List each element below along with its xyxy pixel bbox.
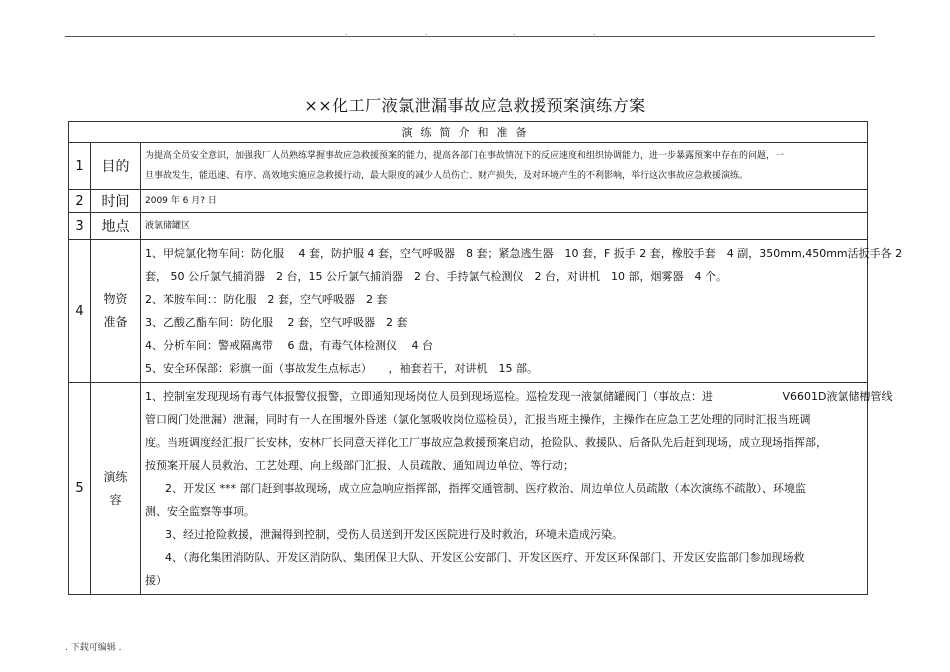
row-label-line: 容 [109, 492, 122, 507]
content-line: 2、开发区 *** 部门赶到事故现场，成立应急响应指挥部，指挥交通管制、医疗救治、周边单位人员疏散（本次演练不疏散）、环境监 [165, 482, 806, 495]
row-content [141, 190, 868, 213]
drill-plan-table [68, 121, 903, 595]
header-rule [65, 36, 875, 37]
content-line: 1、甲烷氯化物车间：防化服 4 套，防护服 4 套，空气呼吸器 8 套；紧急逃生器 10 套，F 扳手 2 套，橡胶手套 4 副，350mm,450mm活扳手各 2 [145, 247, 903, 260]
document-title: ××化工厂液氯泄漏事故应急救援预案演练方案 [304, 96, 646, 115]
table-row [69, 190, 868, 213]
content-line: 5、安全环保部：彩旗一面（事故发生点标志） ，袖套若干，对讲机 15 部。 [145, 362, 538, 375]
header-mark: . [593, 28, 596, 37]
row-number: 2 [69, 190, 91, 213]
table-row [69, 383, 868, 595]
content-line: 液氯储罐区 [145, 221, 191, 231]
header-mark: . [345, 28, 348, 37]
header-mark: . [425, 28, 428, 37]
content-line: 套， 50 公斤氯气捕消器 2 台，15 公斤氯气捕消器 2 台、手持氯气检测仪 2 台，对讲机 10 部，烟雾器 4 个。 [145, 270, 727, 283]
row-number: 5 [69, 383, 91, 595]
row-label-line: 物资 [103, 292, 128, 306]
row-label: 目的 [91, 143, 141, 190]
row-label-line: 准备 [103, 315, 128, 329]
header-mark: . [513, 28, 516, 37]
content-line: 2、苯胺车间：：防化服 2 套，空气呼吸器 2 套 [145, 293, 388, 306]
content-line: 管口阀门处泄漏）泄漏，同时有一人在围堰外昏迷（氯化氢吸收岗位巡检员），汇报当班主操作，主操作在应急工艺处理的同时汇报当班调 [145, 413, 811, 426]
content-line: 按预案开展人员救治、工艺处理、向上级部门汇报、人员疏散、通知周边单位、等行动； [145, 459, 574, 472]
content-line: 测、安全监察等事项。 [145, 505, 255, 518]
content-line: 4、分析车间：警戒隔离带 6 盘，有毒气体检测仪 4 台 [145, 339, 433, 352]
table-row [69, 143, 868, 190]
table-row [69, 240, 868, 383]
row-label-line: 演练 [103, 469, 128, 484]
row-label [91, 240, 141, 383]
content-line: 旦事故发生，能迅速、有序、高效地实施应急救援行动，最大限度的减少人员伤亡、财产损失，及对环境产生的不利影响，举行这次事故应急救援演练。 [145, 171, 749, 181]
content-line: 1、控制室发现现场有毒气体报警仪报警，立即通知现场岗位人员到现场巡检。巡检发现一液氯储罐阀门（事故点：进 V6601D液氯储槽管线 [145, 390, 893, 403]
row-number: 1 [69, 143, 91, 190]
content-line: 4、（海化集团消防队、开发区消防队、集团保卫大队、开发区公安部门、开发区医疗、开发区环保部门、开发区安监部门参加现场救 [165, 551, 805, 564]
footer-note: . 下载可编辑 . [65, 643, 122, 653]
table-header: 演练简介和准备 [69, 122, 868, 143]
table-row [69, 213, 868, 240]
row-content [141, 383, 893, 595]
row-number: 4 [69, 240, 91, 383]
content-line: 度。当班调度经汇报厂长安林，安林厂长同意天祥化工厂事故应急救援预案启动，抢险队、救援队、后备队先后赶到现场，成立现场指挥部， [145, 436, 827, 449]
row-label: 时间 [91, 190, 141, 213]
row-content [141, 240, 903, 383]
row-content [141, 143, 868, 190]
row-label [91, 383, 141, 595]
content-line: 2009 年 6 月? 日 [145, 196, 217, 206]
row-number: 3 [69, 213, 91, 240]
content-line: 为提高全员安全意识，加强我厂人员熟练掌握事故应急救援预案的能力，提高各部门在事故情况下的反应速度和组织协调能力，进一步暴露预案中存在的问题，一 [145, 151, 785, 161]
content-line: 援） [145, 574, 167, 587]
content-line: 3、经过抢险救援，泄漏得到控制，受伤人员送到开发区医院进行及时救治，环境未造成污染。 [165, 528, 623, 541]
content-line: 3、乙酸乙酯车间：防化服 2 套，空气呼吸器 2 套 [145, 316, 408, 329]
row-label: 地点 [91, 213, 141, 240]
row-content [141, 213, 868, 240]
